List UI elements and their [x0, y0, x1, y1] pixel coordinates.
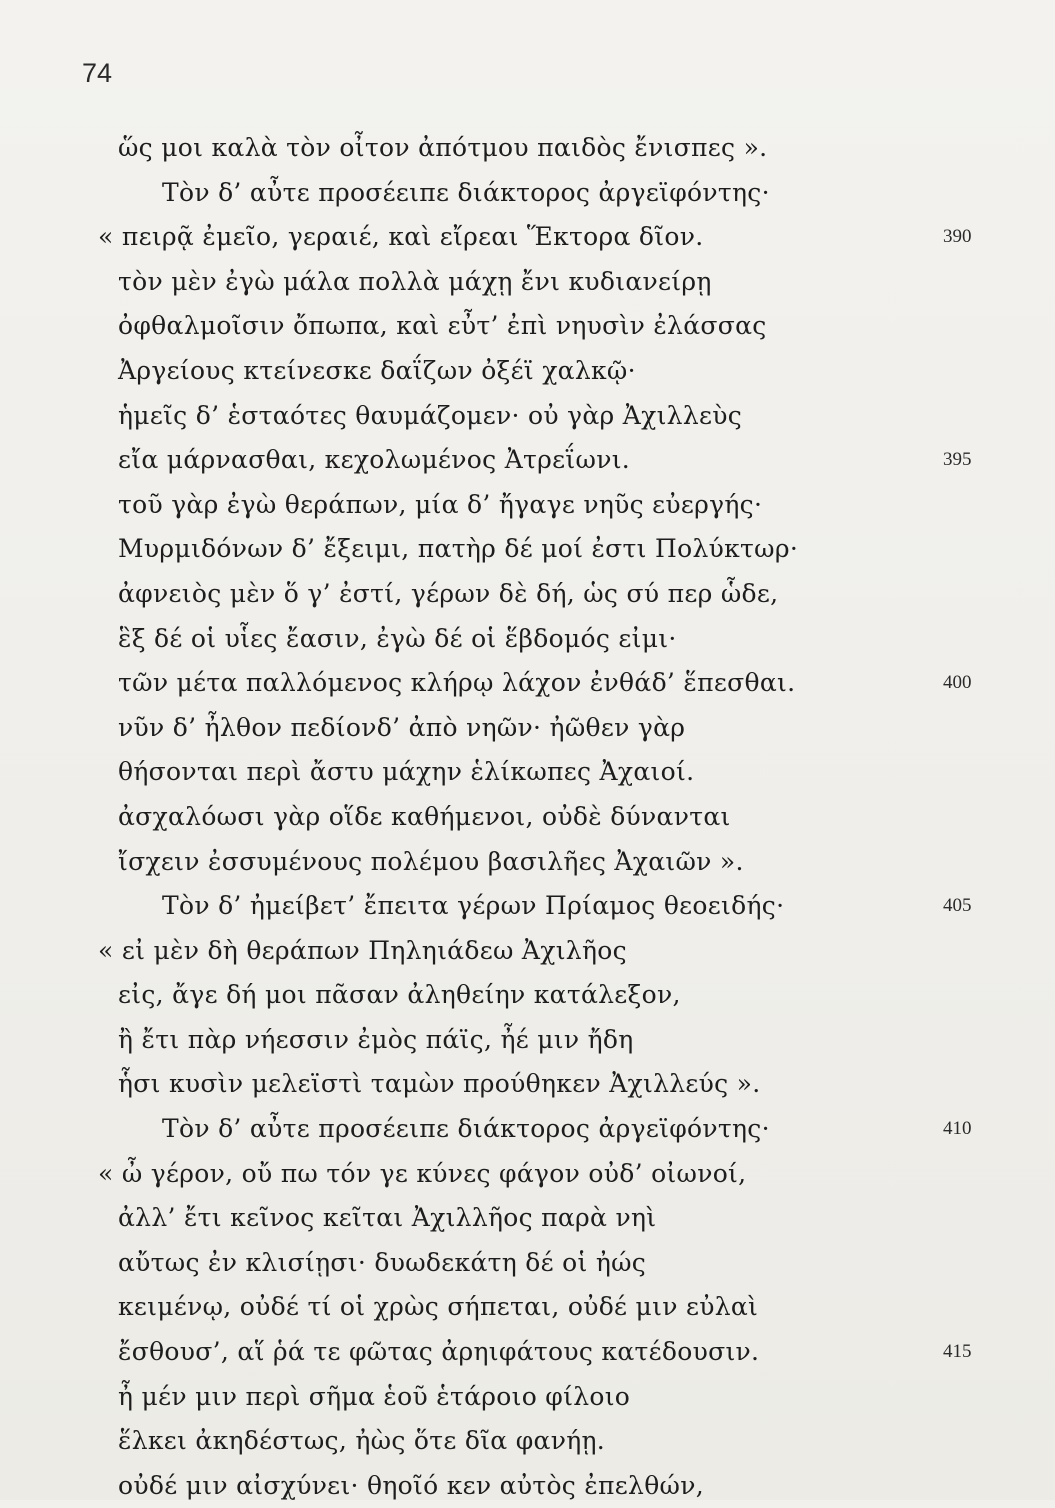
verse-line — [0, 126, 1055, 171]
verse-text: αὔτως ἐν κλισίῃσι· δυωδεκάτη δέ οἱ ἠώς — [118, 1247, 647, 1277]
verse-text: ἢ ἔτι πὰρ νήεσσιν ἐμὸς πάϊς, ἦέ μιν ἤδη — [118, 1024, 634, 1054]
verse-line — [0, 1419, 1055, 1464]
line-number: 410 — [943, 1118, 972, 1140]
page-number: 74 — [82, 58, 113, 88]
verse-text: ἀσχαλόωσι γὰρ οἵδε καθήμενοι, οὐδὲ δύνανται — [118, 801, 731, 831]
verse-line — [0, 1196, 1055, 1241]
verse-line — [0, 438, 1055, 483]
verse-text: ἔσθουσ’, αἵ ῥά τε φῶτας ἀρηιφάτους κατέδουσιν. — [118, 1337, 760, 1367]
verse-line — [0, 973, 1055, 1018]
verse-line — [0, 1330, 1055, 1375]
verse-line — [0, 304, 1055, 349]
verse-text: « εἰ μὲν δὴ θεράπων Πηληιάδεω Ἀχιλῆος — [98, 935, 627, 965]
verse-text: θήσονται περὶ ἄστυ μάχην ἑλίκωπες Ἀχαιοί. — [118, 757, 695, 787]
verse-text: ἦ μέν μιν περὶ σῆμα ἑοῦ ἑτάροιο φίλοιο — [118, 1381, 631, 1411]
verse-text: « πειρᾷ ἐμεῖο, γεραιέ, καὶ εἴρεαι Ἕκτορα δῖον. — [98, 222, 704, 252]
verse-text: κειμένῳ, οὐδέ τί οἱ χρὼς σήπεται, οὐδέ μιν εὐλαὶ — [118, 1292, 759, 1322]
verse-text: ἀλλ’ ἔτι κεῖνος κεῖται Ἀχιλλῆος παρὰ νηὶ — [118, 1203, 657, 1233]
verse-line — [0, 1464, 1055, 1508]
verse-line — [0, 572, 1055, 617]
verse-line — [0, 1241, 1055, 1286]
verse-line — [0, 884, 1055, 929]
verse-line — [0, 1062, 1055, 1107]
verse-text: τῶν μέτα παλλόμενος κλήρῳ λάχον ἐνθάδ’ ἕπεσθαι. — [118, 668, 796, 698]
verse-text: τὸν μὲν ἐγὼ μάλα πολλὰ μάχῃ ἔνι κυδιανείρῃ — [118, 266, 712, 296]
verse-text: εἰς, ἄγε δή μοι πᾶσαν ἀληθείην κατάλεξον, — [118, 980, 681, 1010]
verse-text: ἓξ δέ οἱ υἷες ἔασιν, ἐγὼ δέ οἱ ἕβδομός εἰμι· — [118, 623, 677, 653]
verse-line — [0, 929, 1055, 974]
verse-text: ὀφθαλμοῖσιν ὄπωπα, καὶ εὖτ’ ἐπὶ νηυσὶν ἐλάσσας — [118, 311, 767, 341]
verse-line — [0, 349, 1055, 394]
verse-text: Τὸν δ’ ἠμείβετ’ ἔπειτα γέρων Πρίαμος θεοειδής· — [162, 891, 785, 921]
verse-text: Ἀργείους κτείνεσκε δαΐζων ὀξέϊ χαλκῷ· — [118, 355, 636, 385]
verse-text: ἀφνειὸς μὲν ὅ γ’ ἐστί, γέρων δὲ δή, ὡς σύ περ ὧδε, — [118, 578, 779, 608]
verse-line — [0, 1152, 1055, 1197]
verse-line — [0, 795, 1055, 840]
verse-line — [0, 1375, 1055, 1420]
line-number: 395 — [943, 449, 972, 471]
verse-block — [0, 126, 1055, 1508]
verse-line — [0, 527, 1055, 572]
verse-line — [0, 1285, 1055, 1330]
verse-text: « ὦ γέρον, οὔ πω τόν γε κύνες φάγον οὐδ’ οἰωνοί, — [98, 1158, 747, 1188]
verse-text: Τὸν δ’ αὖτε προσέειπε διάκτορος ἀργεϊφόντης· — [162, 177, 770, 207]
verse-line — [0, 483, 1055, 528]
verse-text: τοῦ γὰρ ἐγὼ θεράπων, μία δ’ ἤγαγε νηῦς εὐεργής· — [118, 489, 763, 519]
line-number: 415 — [943, 1341, 972, 1363]
verse-line — [0, 171, 1055, 216]
verse-text: ἴσχειν ἐσσυμένους πολέμου βασιλῆες Ἀχαιῶν ». — [118, 846, 744, 876]
verse-line — [0, 840, 1055, 885]
verse-line — [0, 215, 1055, 260]
verse-text: Τὸν δ’ αὖτε προσέειπε διάκτορος ἀργεϊφόντης· — [162, 1114, 770, 1144]
verse-text: ἕλκει ἀκηδέστως, ἠὼς ὅτε δῖα φανήῃ. — [118, 1426, 606, 1456]
verse-text: εἴα μάρνασθαι, κεχολωμένος Ἀτρεΐωνι. — [118, 445, 631, 475]
verse-line — [0, 1107, 1055, 1152]
verse-text: ἧσι κυσὶν μελεϊστὶ ταμὼν προύθηκεν Ἀχιλλεύς ». — [118, 1069, 761, 1099]
verse-text: νῦν δ’ ἦλθον πεδίονδ’ ἀπὸ νηῶν· ἠῶθεν γὰρ — [118, 712, 686, 742]
line-number: 400 — [943, 672, 972, 694]
verse-line — [0, 661, 1055, 706]
verse-text: οὐδέ μιν αἰσχύνει· θηοῖό κεν αὐτὸς ἐπελθών, — [118, 1470, 704, 1500]
verse-line — [0, 750, 1055, 795]
verse-line — [0, 260, 1055, 305]
verse-text: ὥς μοι καλὰ τὸν οἶτον ἀπότμου παιδὸς ἔνισπες ». — [118, 133, 768, 162]
line-number: 390 — [943, 226, 972, 248]
verse-line — [0, 617, 1055, 662]
verse-text: ἡμεῖς δ’ ἑσταότες θαυμάζομεν· οὐ γὰρ Ἀχιλλεὺς — [118, 400, 743, 430]
verse-line — [0, 1018, 1055, 1063]
line-number: 405 — [943, 895, 972, 917]
verse-text: Μυρμιδόνων δ’ ἔξειμι, πατὴρ δέ μοί ἐστι Πολύκτωρ· — [118, 534, 799, 564]
verse-line — [0, 394, 1055, 439]
verse-line — [0, 706, 1055, 751]
